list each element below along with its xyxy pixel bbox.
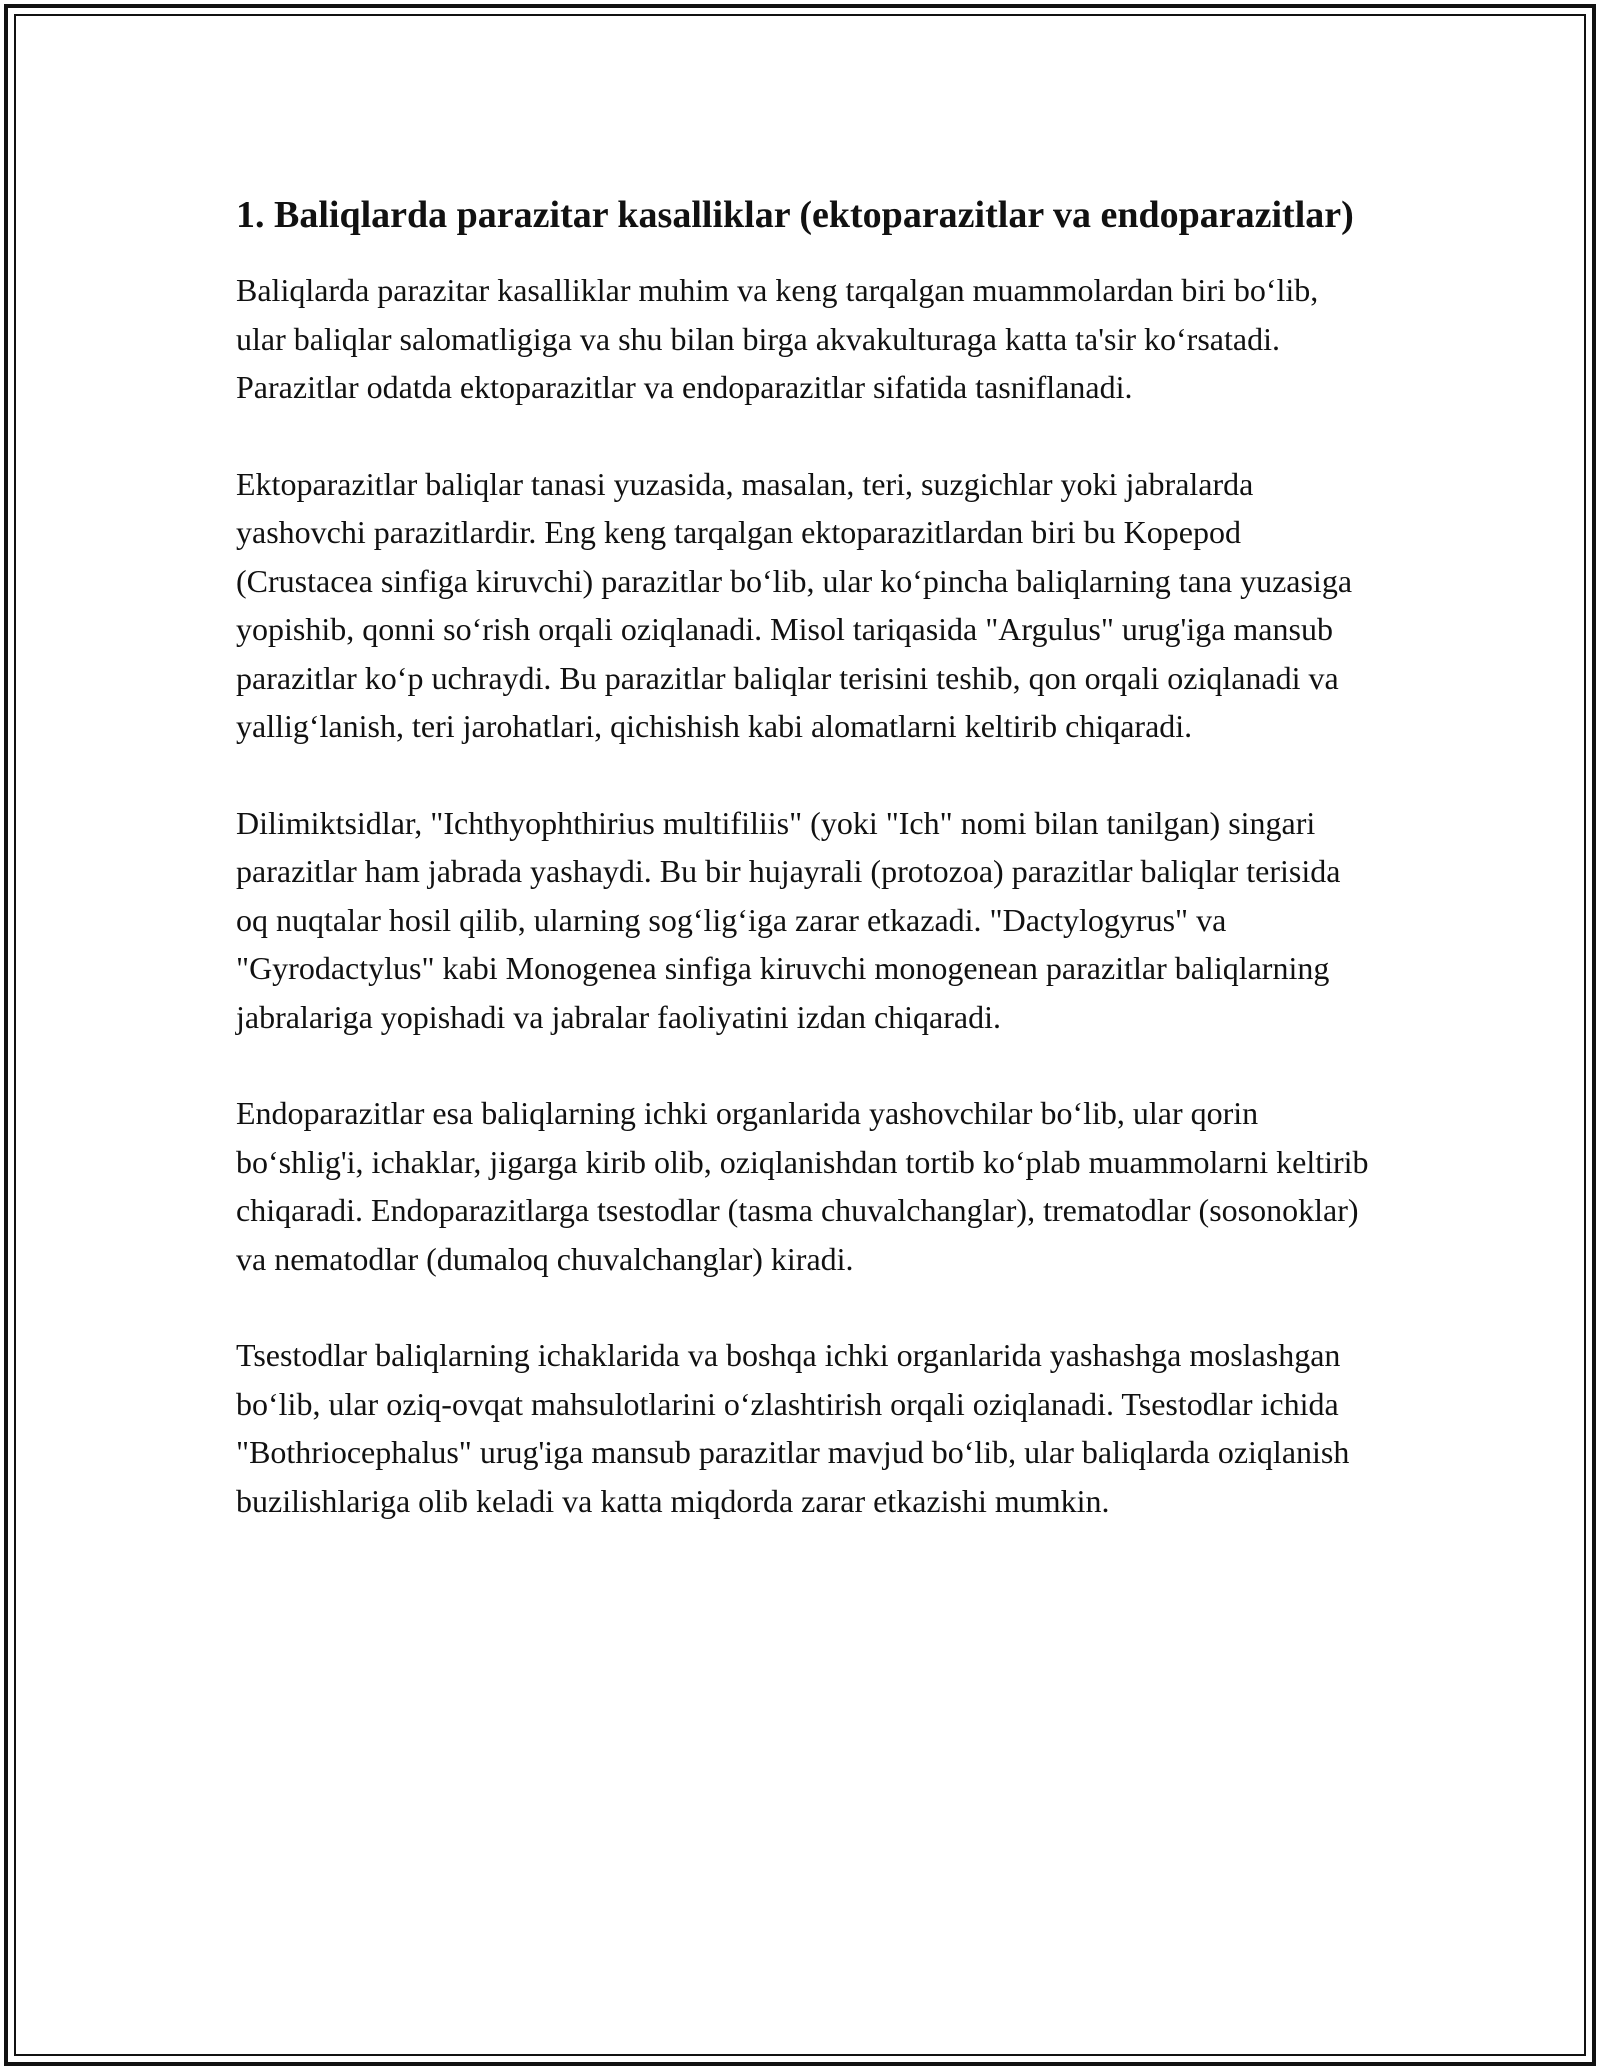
document-title: 1. Baliqlarda parazitar kasalliklar (ektoparazitlar va endoparazitlar) [236,194,1354,236]
paragraph-endoparasites: Endoparazitlar esa baliqlarning ichki organlarida yashovchilar bo‘lib, ular qorin bo‘shlig'i, ichaklar, jigarga kirib olib, oziqlanishdan tortib ko‘plab muammolarni keltirib chiqaradi. Endoparazitlarga tsestodlar (tasma chuvalchanglar), trematodlar (sosonoklar) va nematodlar (dumaloq chuvalchanglar) kiradi. [236,1095,1369,1277]
paragraph-cestodes: Tsestodlar baliqlarning ichaklarida va boshqa ichki organlarida yashashga moslashgan bo‘lib, ular oziq-ovqat mahsulotlarini o‘zlashtirish orqali oziqlanadi. Tsestodlar ichida "Bothriocephalus" urug'iga mansub parazitlar mavjud bo‘lib, ular baliqlarda oziqlanish buzilishlariga olib keladi va katta miqdorda zarar etkazishi mumkin. [236,1337,1350,1519]
paragraph-protozoa-monogenea: Dilimiktsidlar, "Ichthyophthirius multifiliis" (yoki "Ich" nomi bilan tanilgan) singari parazitlar ham jabrada yashaydi. Bu bir hujayrali (protozoa) parazitlar baliqlar terisida oq nuqtalar hosil qilib, ularning sog‘lig‘iga zarar etkazadi. "Dactylogyrus" va "Gyrodactylus" kabi Monogenea sinfiga kiruvchi monogenean parazitlar baliqlarning jabralariga yopishadi va jabralar faoliyatini izdan chiqaradi. [236,804,1341,1035]
document-body [236,186,1376,1573]
paragraph-introduction: Baliqlarda parazitar kasalliklar muhim va keng tarqalgan muammolardan biri bo‘lib, ular baliqlar salomatligiga va shu bilan birga akvakulturaga katta ta'sir ko‘rsatadi. Parazitlar odatda ektoparazitlar va endoparazitlar sifatida tasniflanadi. [236,272,1319,405]
paragraph-ectoparasites: Ektoparazitlar baliqlar tanasi yuzasida, masalan, teri, suzgichlar yoki jabralarda yashovchi parazitlardir. Eng keng tarqalgan ektoparazitlardan biri bu Kopepod (Crustacea sinfiga kiruvchi) parazitlar bo‘lib, ular ko‘pincha baliqlarning tana yuzasiga yopishib, qonni so‘rish orqali oziqlanadi. Misol tariqasida "Argulus" urug'iga mansub parazitlar ko‘p uchraydi. Bu parazitlar baliqlar terisini teshib, qon orqali oziqlanadi va yallig‘lanish, teri jarohatlari, qichishish kabi alomatlarni keltirib chiqaradi. [236,465,1353,744]
